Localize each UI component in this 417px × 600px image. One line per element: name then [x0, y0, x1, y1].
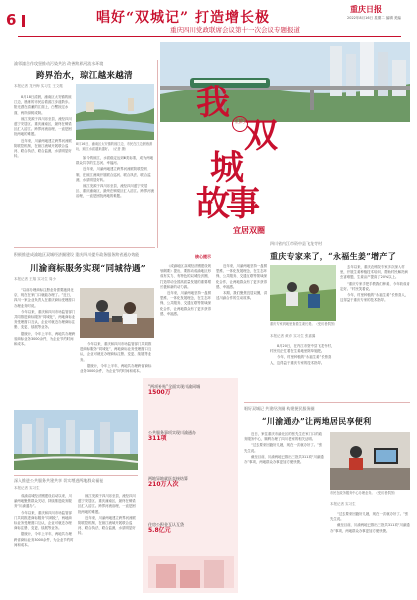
- article-body-cont: [340, 265, 410, 398]
- feature-body: [160, 264, 212, 374]
- section-divider: [14, 247, 155, 248]
- article-body: [244, 432, 324, 592]
- office-photo: [80, 288, 154, 338]
- article-kicker: 唱好双城记 共建经济圈 构建便民服务圈: [244, 406, 315, 411]
- paragraph: 成渝双城经济圈建设启动以来，川渝两地聚焦群众关切，持续推进政务服务“川渝通办”。: [14, 494, 72, 509]
- article-byline: 本报记者 实习生: [14, 486, 40, 490]
- article-body: [14, 95, 72, 235]
- stat-value: 5.8亿元: [148, 527, 171, 534]
- paragraph: “重庆专家手把手教我们种姜，今年收成肯定好。”村民笑着说。: [340, 281, 410, 291]
- feature-title-char: 双: [244, 116, 278, 156]
- paragraph: 《成渝地区双城经济圈建设规划纲要》提出，要推动成渝地区形成有实力、有特色的双城经济圈，打造带动全国高质量发展的重要增长极和新的动力源。: [160, 264, 212, 289]
- article-body: [14, 494, 74, 594]
- paragraph: 今年以来，重庆和四川市场监管部门共同推进商标服务“同城化”，两地商标业务受理窗口互认，企业可就近办理商标注册、变更、续展等业务。: [14, 309, 76, 330]
- column-divider: [157, 60, 158, 248]
- paragraph: 去年以来，重庆农科院专家多次深入村里，开展生姜种植技术培训，帮助村民解决病虫害难题，生姜亩产提高了20%以上。: [340, 265, 408, 280]
- paragraph: 据统计，今年上半年，两地共办理跨省商标业务3000余件，为企业节约时间和成本。: [14, 331, 76, 347]
- paragraph: 近年来，川渝两地坚持一盘棋思维、一体化发展理念，在生态环保、公共服务、交通互联等领域深化合作，让两地群众有了更多获得感、幸福感。: [160, 291, 212, 316]
- page-subtitle: 重庆四川党政联席会议第十一次会议专题报道: [170, 26, 300, 34]
- paragraph: 8月20日，在内江市资中县飞龙寺村，村民们正忙着在生姜地里除草施肥。: [270, 344, 335, 354]
- header-rule: [18, 36, 401, 37]
- paragraph: 近年来，川渝两地坚持一盘棋思维、一体化发展理念，在生态环保、公共服务、交通互联等领域深化合作，让两地群众有了更多获得感、幸福感。: [216, 264, 268, 289]
- feature-body-cont: [216, 264, 268, 374]
- feature-theme: 宜居双圈: [233, 225, 265, 235]
- article-byline: 本报记者 王翔 实习生 周小: [14, 277, 56, 281]
- photo-caption: 重庆专家到地里查看生姜长势。（受访者供图）: [270, 322, 337, 326]
- stat-value: 311项: [148, 435, 167, 442]
- paragraph: 据统计，今年上半年，两地共办理跨省商标业务3000余件，为企业节约时间和成本。: [80, 363, 152, 374]
- paragraph: 近年来，川渝两地建立跨界河流联防联控机制，在琼江流域开展联合巡河、联合执法、联合监测，水质明显好转。: [76, 167, 151, 182]
- issue-date: 2022年8月16日 星期二 编辑 美编: [347, 16, 401, 20]
- paragraph: 琼江发源于四川乐至县，流经四川遂宁安居区、重庆潼南区，最终在铜梁区汇入涪江。跨界河流治理，一直是困扰两地的难题。: [78, 494, 136, 514]
- paragraph: 近年来，川渝两地建立跨界河流联防联控机制，在琼江流域开展联合巡河、联合执法、联合监测，水质明显好转。: [14, 138, 72, 159]
- page-number-bar: [22, 15, 25, 27]
- service-hall-photo: [330, 432, 410, 490]
- section-divider: [244, 402, 410, 403]
- stat-label: 住房公积金互认互贷: [148, 522, 184, 527]
- newspaper-logo: 重庆日报: [350, 4, 382, 14]
- paragraph: “以前办理商标注册业务需要跑到北京，现在在家门口就能办理了。”近日，四川一家企业负责人在重庆商标受理窗口办理业务时说。: [14, 288, 76, 308]
- feature-title-char: 故: [196, 184, 230, 224]
- article-headline[interactable]: 川渝商标服务实现“同城待遇”: [30, 264, 146, 274]
- paragraph: “过去要来回跑好几趟，现在一次就办好了。”张先生说。: [244, 443, 323, 453]
- stat-item: [148, 430, 234, 442]
- paragraph: 今年以来，重庆和四川市场监管部门共同推进商标服务“同城化”，两地商标业务受理窗口互认，企业可就近办理商标注册、变更、续展等业务。: [14, 510, 72, 531]
- page-number: 6: [6, 11, 17, 29]
- stat-value: 1500万: [148, 389, 171, 396]
- stat-item: [148, 476, 234, 488]
- paragraph: 今年，村里种植的“永福生姜”长势喜人，这得益于重庆专家的技术指导。: [270, 355, 332, 365]
- paragraph: 近日，家住重庆市渝北区的张先生在家门口的政务服务中心，顺利办理了四川老家的相关证明。: [244, 432, 323, 442]
- page-title: 唱好“双城记” 打造增长极: [96, 10, 270, 26]
- paragraph: “过去要来回跑好几趟，现在一次就办好了。”张先生说。: [330, 512, 409, 522]
- article-headline[interactable]: 重庆专家来了，“永福生姜”增产了: [270, 251, 397, 261]
- article-byline: 本报记者 龙丹梅 实习生 王文懿: [14, 84, 63, 88]
- article-body-cont: [76, 156, 154, 240]
- paragraph: 截至目前，川渝两地已推出三批共311项“川渝通办”事项，两地群众办事更加方便快捷。: [244, 454, 324, 465]
- article-body-cont: [78, 494, 138, 594]
- article-kicker: 渝邻潼合作攻坚推动污染共治 改善跨界河流水环境: [14, 61, 104, 66]
- stat-label: “两项补贴”全面实现川渝同城: [148, 384, 201, 389]
- stat-label: 两地异地就医直接结算: [148, 476, 188, 481]
- feature-seal: 们的: [232, 116, 248, 132]
- paragraph: 今年，村里种植的“永福生姜”长势喜人，这得益于重庆专家的技术指导。: [340, 293, 409, 303]
- photo-caption: 市民在政务服务中心办理业务。（受访者供图）: [330, 491, 397, 495]
- paragraph: 据统计，今年上半年，两地共办理跨省商标业务3000余件，为企业节约时间和成本。: [14, 532, 74, 547]
- article-body-cont: [330, 512, 410, 592]
- section-divider: [14, 475, 138, 476]
- feature-title-char: 城: [210, 148, 244, 188]
- paragraph: 本期，我们聚焦宜居双圈，讲述川渝合作的生动故事。: [216, 291, 268, 301]
- photo-caption: 8月16日，潼南区太安镇的琼江边，市民在江边晨练游玩，琼江水质越来越好。（记者 摄）: [76, 142, 153, 151]
- article-kicker: 积极推进成渝地区双城经济圈建设 重庆四川提升政务服务跨省通办效能: [14, 252, 140, 257]
- article-byline: 本报记者 黄乔 实习生 张嘉翼: [270, 334, 316, 338]
- article-headline[interactable]: 跨界治水，琼江越来越清: [36, 71, 133, 81]
- section-label: 核心提示: [195, 254, 211, 259]
- paragraph: 琼江发源于四川乐至县，流经四川遂宁安居区、重庆潼南区，最终在铜梁区汇入涪江。跨界河流治理，一直是困扰两地的难题。: [14, 116, 72, 137]
- feature-title-char: 我: [196, 83, 230, 123]
- paragraph: 琼江发源于四川乐至县，流经四川遂宁安居区、重庆潼南区，最终在铜梁区汇入涪江。跨界河流治理，一直是困扰两地的难题。: [76, 184, 154, 199]
- stat-value: 210万人次: [148, 481, 179, 488]
- ginger-farm-photo: [270, 265, 336, 321]
- page-header: [0, 0, 417, 40]
- river-photo: [76, 84, 154, 140]
- feature-title-char: 事: [226, 184, 260, 224]
- stat-label: 公共服务事项实现川渝通办: [148, 430, 196, 435]
- article-kicker: 四川省内江市资中县飞龙寺村: [270, 241, 322, 246]
- paragraph: 如今的琼江，水质稳定达到Ⅲ类标准，成为两地群众共享的生态河、幸福河。: [76, 156, 154, 166]
- stats-illustration: [148, 556, 234, 588]
- article-kicker: 深入推进公共服务共建共享 切实增进两地群众福祉: [14, 478, 104, 483]
- city-photo: [14, 410, 138, 470]
- stat-item: [148, 384, 234, 396]
- paragraph: 近年来，川渝两地建立跨界河流联防联控机制，在琼江流域开展联合巡河、联合执法、联合监测，水质明显好转。: [78, 515, 136, 536]
- paragraph: 8月18日清晨，潼南区太安镇的琼江边，晨练的市民沿着滨江步道散步。阳光洒在清澈的江面上，白鹭掠过水面，两岸绿树成荫。: [14, 95, 72, 115]
- stat-item: [148, 522, 234, 534]
- article-body: [270, 344, 336, 398]
- paragraph: 截至目前，川渝两地已推出三批共311项“川渝通办”事项，两地群众办事更加方便快捷。: [330, 523, 410, 533]
- paragraph: 今年以来，重庆和四川市场监管部门共同推进商标服务“同城化”，两地商标业务受理窗口互认，企业可就近办理商标注册、变更、续展等业务。: [80, 342, 152, 362]
- article-byline: 本报记者 实习生: [330, 502, 356, 506]
- article-headline[interactable]: “川渝通办”让两地居民享便利: [262, 416, 372, 426]
- article-body: [14, 288, 76, 408]
